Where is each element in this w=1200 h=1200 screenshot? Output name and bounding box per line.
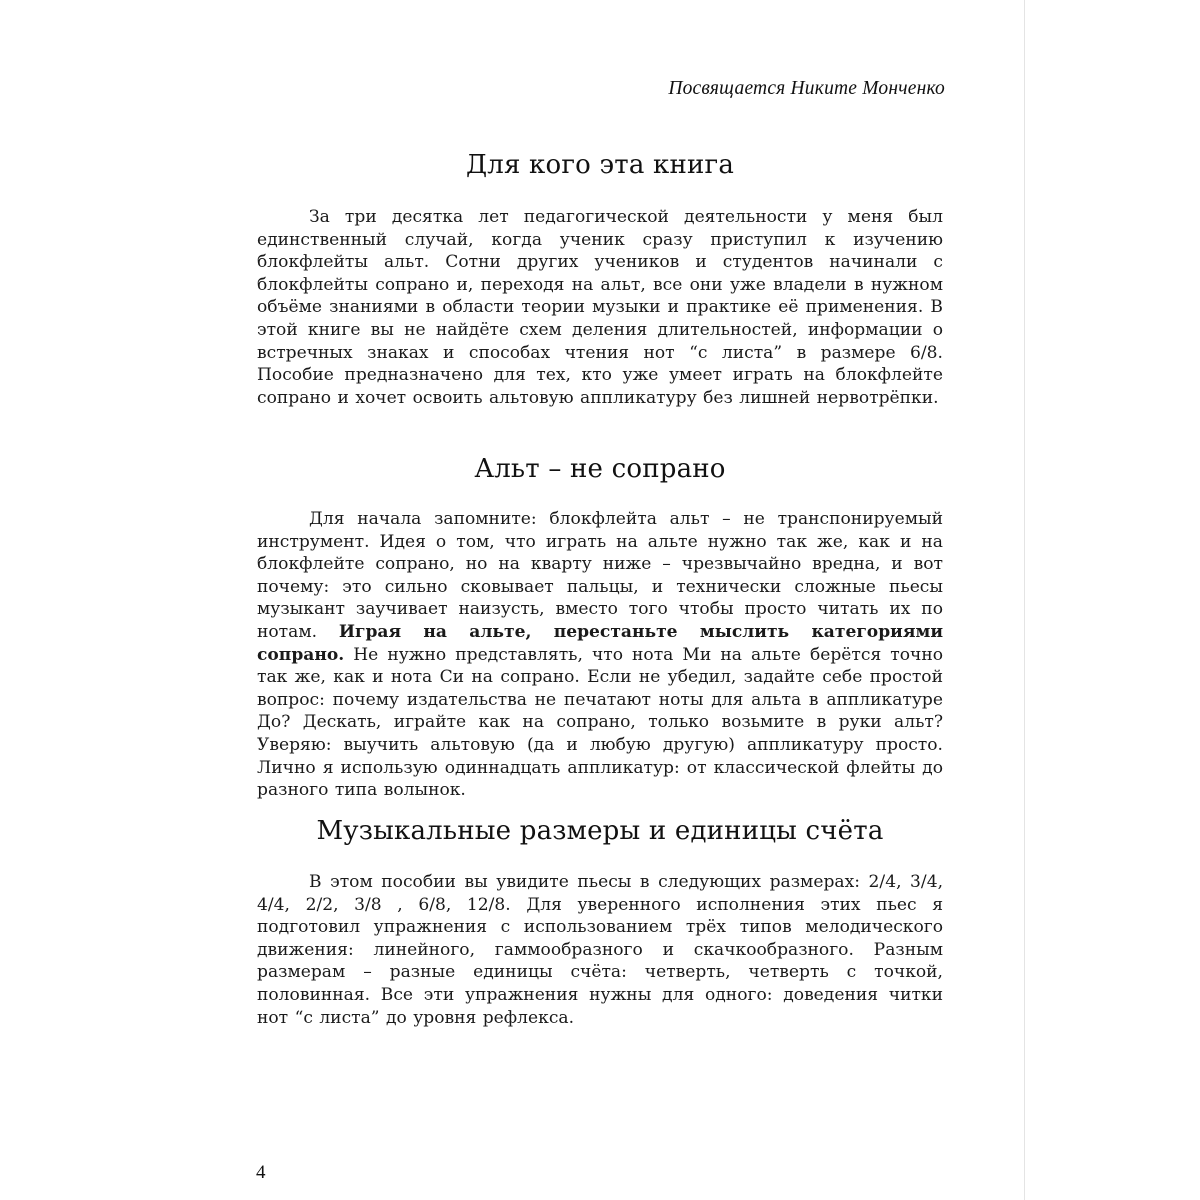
paragraph-text: Для начала запомните: блокфлейта альт – не транспонируемый инструмент. Идея о том, что играть на альте нужно так же, как и на блокфлейте сопрано, но на кварту ниже – чрезвычайно вредна, и вот почему: это сильно сковывает пальцы, и технически сложные пьесы музыкант заучивает наизусть, вместо того чтобы просто читать их по нотам.	[257, 509, 943, 642]
section-paragraph-alto-not-soprano	[257, 508, 943, 802]
paragraph-bold-text: Играя на альте, перестаньте мыслить категориями сопрано.	[257, 621, 943, 665]
section-title-for-whom: Для кого эта книга	[465, 150, 735, 180]
section-title-alto-not-soprano: Альт – не сопрано	[474, 454, 726, 484]
paragraph-text: Не нужно представлять, что нота Ми на альте берётся точно так же, как и нота Си на сопрано. Если не убедил, задайте себе простой вопрос: почему издательства не печатают ноты для альта в аппликатуре До? Дескать, играйте как на сопрано, только возьмите в руки альт? Уверяю: выучить альтовую (да и любую другую) аппликатуру просто. Лично я использую одиннадцать аппликатур: от классической флейты до разного типа волынок.	[257, 644, 943, 801]
section-paragraph-time-signatures	[257, 871, 943, 1029]
paragraph-text: За три десятка лет педагогической деятельности у меня был единственный случай, когда ученик сразу приступил к изучению блокфлейты альт. Сотни других учеников и студентов начинали с блокфлейты сопрано и, переходя на альт, все они уже владели в нужном объёме знаниями в области теории музыки и практике её применения. В этой книге вы не найдёте схем деления длительностей, информации о встречных знаках и способах чтения нот “с листа” в размере 6/8. Пособие предназначено для тех, кто уже умеет играть на блокфлейте сопрано и хочет освоить альтовую аппликатуру без лишней нервотрёпки.	[257, 207, 943, 408]
paragraph-text: В этом пособии вы увидите пьесы в следующих размерах: 2/4, 3/4, 4/4, 2/2, 3/8 , 6/8, 12/8. Для уверенного исполнения этих пьес я подготовил упражнения с использованием трёх типов мелодического движения: линейного, гаммообразного и скачкообразного. Разным размерам – разные единицы счёта: четверть, четверть с точкой, половинная. Все эти упражнения нужны для одного: доведения читки нот “с листа” до уровня рефлекса.	[257, 872, 943, 1028]
section-paragraph-for-whom	[257, 206, 943, 409]
page-number: 4	[256, 1162, 266, 1183]
dedication: Посвящается Никите Монченко	[668, 78, 945, 99]
section-title-time-signatures: Музыкальные размеры и единицы счёта	[316, 816, 884, 846]
page-edge-divider	[1024, 0, 1025, 1200]
